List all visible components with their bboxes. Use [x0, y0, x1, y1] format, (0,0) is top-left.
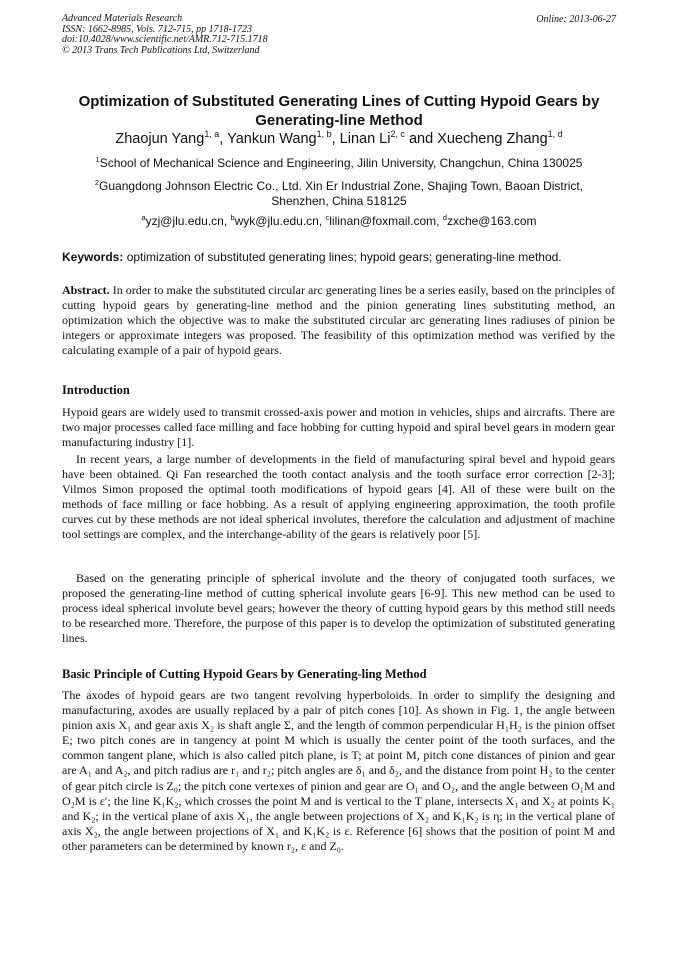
email-sup: d: [442, 213, 447, 222]
intro-paragraph-1: Hypoid gears are widely used to transmit crossed-axis power and motion in vehicles, ships and aircrafts. There are two major processes called face milling and face hobbing for cutting hypoid and spiral bevel gears in modern gear manufacturing industry [1].: [62, 405, 615, 450]
journal-name: Advanced Materials Research: [62, 13, 183, 24]
online-date: Online: 2013-06-27: [536, 14, 616, 25]
author-name: Zhaojun Yang: [115, 131, 205, 147]
title-line-2: Generating-line Method: [255, 111, 423, 129]
author-sup: 2, c: [390, 129, 405, 140]
email-sup: a: [141, 213, 146, 222]
affiliation-2-line-1: Guangdong Johnson Electric Co., Ltd. Xin Er Industrial Zone, Shajing Town, Baoan District,: [99, 179, 584, 193]
keywords-text: optimization of substituted generating lines; hypoid gears; generating-line method.: [126, 250, 562, 264]
intro-paragraph-2: In recent years, a large number of developments in the field of manufacturing spiral bevel and hypoid gears have been obtained. Qi Fan researched the tooth contact analysis and the tooth surface error correction [2-3]; Vilmos Simon proposed the optimal tooth modifications of hypoid gears [4]. All of these were built on the methods of face milling or face hobbing. As a result of applying engineering approximation, the tooth profile curves cut by these methods are not ideal spherical involutes, therefore the calculation and adjustment of machine tool settings are complex, and the interchange-ability of the gears is relatively poor [5].: [62, 452, 615, 542]
email: yzj@jlu.edu.cn: [145, 214, 224, 228]
author-sup: 1, d: [547, 129, 563, 140]
email-sup: b: [230, 213, 235, 222]
abstract-label: Abstract.: [62, 283, 110, 297]
section-heading-introduction: Introduction: [62, 383, 130, 397]
copyright-line: © 2013 Trans Tech Publications Ltd, Switzerland: [62, 44, 260, 56]
affiliation-1-text: School of Mechanical Science and Engineering, Jilin University, Changchun, China 130025: [99, 156, 583, 170]
email-sup: c: [325, 213, 330, 222]
author-name: Xuecheng Zhang: [437, 131, 548, 147]
basic-principle-paragraph: The axodes of hypoid gears are two tangent revolving hyperboloids. In order to simplify the designing and manufacturing, axodes are usually replaced by a pair of pitch cones [10]. As shown in Fig. 1, the angle between pinion axis X₁ and gear axis X₂ is shaft angle Σ, and the length of common perpendicular H₁H₂ is the pinion offset E; two pitch cones are in tangency at point M which is usually the center point of the tooth surfaces, and the common tangent plane, which is also called pitch plane, is T; at point M, pitch cone distances of pinion and gear are A₁ and A₂, and pitch radius are r₁ and r₂; pitch angles are δ₁ and δ₂, and the distance from point H₂ to the center of gear pitch circle is Z₀; the pitch cone vertexes of pinion and gear are O₁ and O₂, and the angle between O₁M and O₂M is ε′; the line K₁K₂, which crosses the point M and is vertical to the T plane, intersects X₁ and X₂ at points K₁ and K₂; in the vertical plane of axis X₁, the angle between projections of X₂ and K₁K₂ is η; in the vertical plane of axis X₂, the angle between projections of X₁ and K₁K₂ is ε. Reference [6] shows that the position of point M and other parameters can be determined by known r₂, ε and Z₀.: [62, 688, 615, 853]
affiliation-2-line-2: Shenzhen, China 518125: [271, 194, 407, 208]
title-line-1: Optimization of Substituted Generating Lines of Cutting Hypoid Gears by: [78, 93, 600, 110]
doi-line: doi:10.4028/www.scientific.net/AMR.712-715.1718: [62, 34, 268, 45]
paper-title: [62, 93, 616, 130]
abstract-text: In order to make the substituted circular arc generating lines be a series easily, based on the principles of cutting hypoid gears by generating-line method and the pinion generating lines substituting method, an optimization which the objective was to make the substituted circular arc generating lines radiuses of pinion be integers or approximate integers was proposed. The feasibility of this optimization method was verified by the calculating example of a pair of hypoid gears.: [62, 283, 616, 358]
email: lilinan@foxmail.com: [329, 214, 437, 228]
email-list: $^a$yzj@jlu.edu.cn, $^b$wyk@jlu.edu.cn, $^c$lilinan@foxmail.com, $^d$zxche@163.com: [141, 213, 537, 228]
affiliation-1: $^1$School of Mechanical Science and Engineering, Jilin University, Changchun, China 130025: [95, 155, 583, 170]
email: zxche@163.com: [446, 214, 537, 228]
affiliation-2: $^2$Guangdong Johnson Electric Co., Ltd. Xin Er Industrial Zone, Shajing Town, Baoan District, Shenzhen, China 518125: [62, 179, 616, 209]
keywords: [62, 250, 616, 264]
keywords-label: Keywords:: [62, 250, 124, 264]
issn-line: ISSN: 1662-8985, Vols. 712-715, pp 1718-1723: [62, 23, 252, 35]
section-heading-basic-principle: Basic Principle of Cutting Hypoid Gears by Generating-ling Method: [62, 667, 427, 681]
author-sup: 1, b: [316, 129, 332, 140]
journal-header: [62, 14, 268, 56]
author-name: Yankun Wang: [227, 131, 317, 147]
intro-paragraph-3: Based on the generating principle of spherical involute and the theory of conjugated tooth surfaces, we proposed the generating-line method of cutting spherical involute gears [6-9]. This new method can be used to process ideal spherical involute bevel gears; however the theory of cutting hypoid gears by this method still needs to be researched more. Therefore, the purpose of this paper is to develop the optimization of substituted generating lines.: [62, 571, 615, 646]
author-name: Linan Li: [339, 131, 391, 147]
author-list: Zhaojun Yang$^{1, a}$, Yankun Wang$^{1, b}$, Linan Li$^{2, c}$ and Xuecheng Zhang$^{1, d}$: [115, 129, 563, 147]
email: wyk@jlu.edu.cn: [234, 214, 319, 228]
abstract: [62, 283, 615, 358]
author-sup: 1, a: [204, 129, 220, 140]
